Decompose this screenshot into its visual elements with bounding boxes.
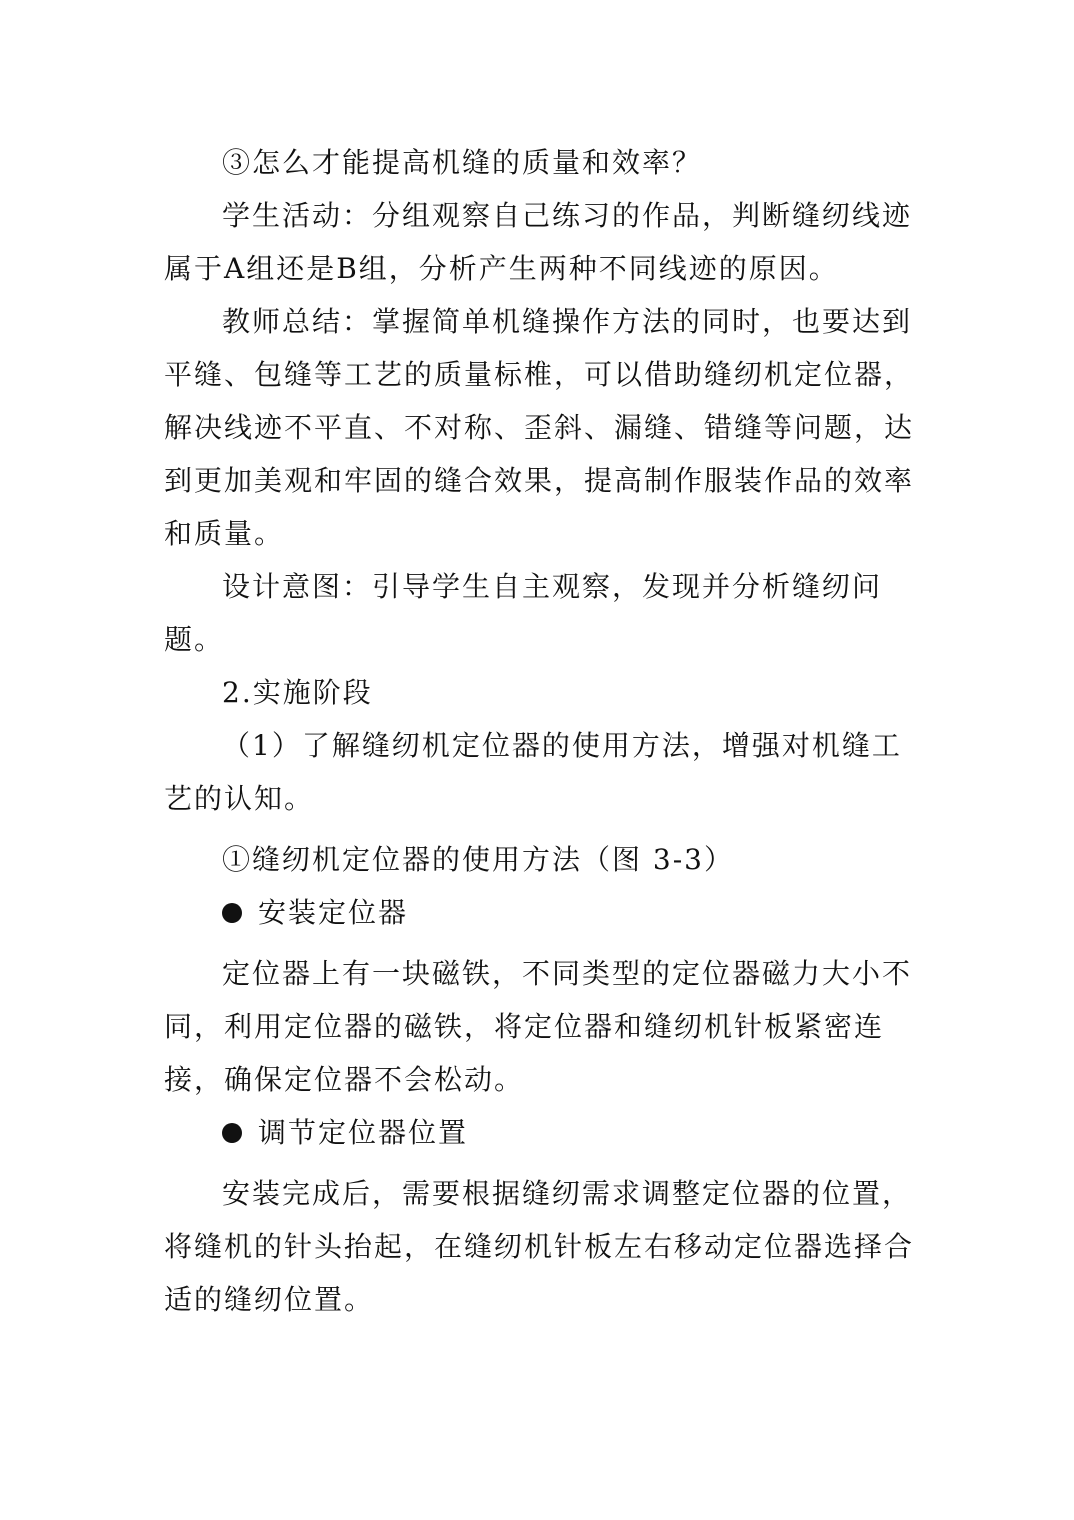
install-paragraph: 定位器上有一块磁铁，不同类型的定位器磁力大小不同，利用定位器的磁铁，将定位器和缝纫机针板紧密连接，确保定位器不会松动。 [164, 957, 913, 1096]
question-3: ③怎么才能提高机缝的质量和效率？ [222, 146, 703, 179]
bullet-install [164, 886, 916, 939]
design-intent-paragraph: 设计意图：引导学生自主观察，发现并分析缝纫问题。 [164, 570, 883, 656]
bullet-dot-icon [222, 1123, 242, 1143]
stage-heading: 2.实施阶段 [222, 676, 373, 709]
bullet-install-label: 安装定位器 [258, 896, 409, 929]
document-body [164, 136, 916, 1326]
sub-section-1: （1）了解缝纫机定位器的使用方法，增强对机缝工艺的认知。 [164, 729, 902, 815]
bullet-dot-icon [222, 903, 242, 923]
adjust-paragraph: 安装完成后，需要根据缝纫需求调整定位器的位置，将缝机的针头抬起，在缝纫机针板左右移动定位器选择合适的缝纫位置。 [164, 1177, 915, 1316]
student-activity-paragraph: 学生活动：分组观察自己练习的作品，判断缝纫线迹属于A组还是B组，分析产生两种不同线迹的原因。 [164, 199, 913, 285]
bullet-adjust [164, 1106, 916, 1159]
teacher-summary-paragraph: 教师总结：掌握简单机缝操作方法的同时，也要达到平缝、包缝等工艺的质量标椎，可以借助缝纫机定位器，解决线迹不平直、不对称、歪斜、漏缝、错缝等问题，达到更加美观和牢固的缝合效果，提高制作服装作品的效率和质量。 [164, 305, 915, 550]
usage-heading: ①缝纫机定位器的使用方法（图 3-3） [222, 843, 734, 876]
bullet-adjust-label: 调节定位器位置 [258, 1116, 469, 1149]
